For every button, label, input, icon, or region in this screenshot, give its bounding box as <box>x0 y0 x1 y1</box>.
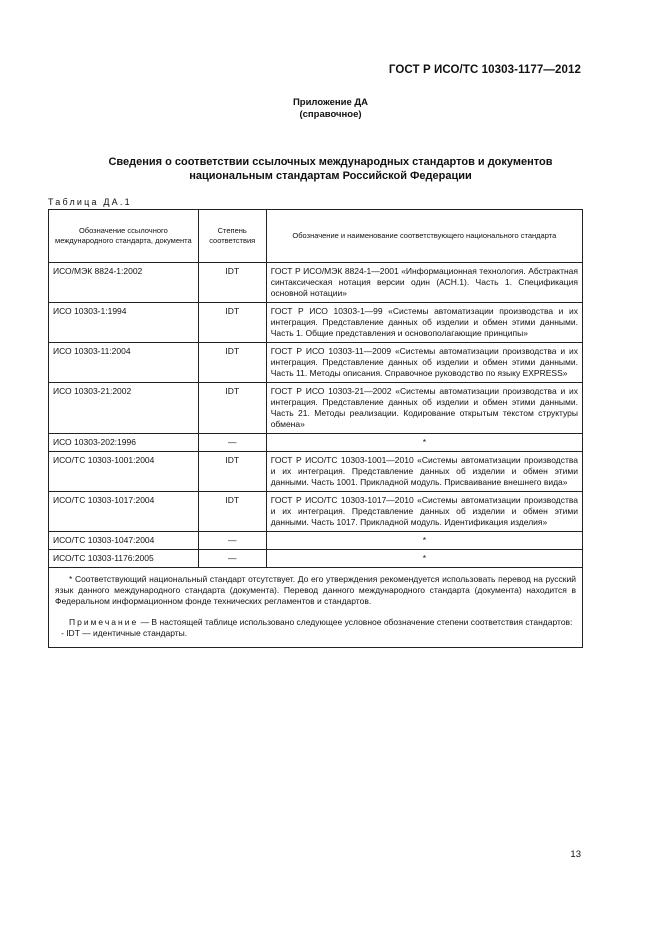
table-notes-row <box>49 568 583 648</box>
section-heading-line-2: национальным стандартам Российской Федерации <box>189 170 472 182</box>
cell-national: ГОСТ Р ИСО 10303-1—99 «Системы автоматизации производства и их интеграция. Представление данных об изделии и обмен этими данными. Часть 1. Общие представления и основополагающие принципы» <box>266 303 582 343</box>
cell-reference: ИСО 10303-21:2002 <box>49 383 199 434</box>
table-notes-cell <box>49 568 583 648</box>
section-heading-line-1: Сведения о соответствии ссылочных международных стандартов и документов <box>108 156 553 168</box>
table-caption: Таблица ДА.1 <box>48 197 132 207</box>
cell-national: * <box>266 532 582 550</box>
cell-degree: IDT <box>198 303 266 343</box>
cell-national: ГОСТ Р ИСО/МЭК 8824-1—2001 «Информационная технология. Абстрактная синтаксическая нотация версии один (АСН.1). Часть 1. Спецификация основной нотации» <box>266 263 582 303</box>
appendix-subtitle: (справочное) <box>299 109 362 120</box>
header-reference-standard: Обозначение ссылочного международного стандарта, документа <box>49 210 199 263</box>
cell-national: ГОСТ Р ИСО 10303-21—2002 «Системы автоматизации производства и их интеграция. Представление данных об изделии и обмен этими данными. Часть 21. Методы реализации. Кодирование открытым текстом структуры обмена» <box>266 383 582 434</box>
cell-degree: — <box>198 550 266 568</box>
table-row <box>49 452 583 492</box>
appendix-title: Приложение ДА <box>292 97 369 108</box>
table-row <box>49 343 583 383</box>
cell-degree: IDT <box>198 343 266 383</box>
table-header-row <box>49 210 583 263</box>
cell-national: * <box>266 434 582 452</box>
cell-degree: — <box>198 434 266 452</box>
page-number: 13 <box>570 849 581 860</box>
cell-national: ГОСТ Р ИСО/ТС 10303-1017—2010 «Системы автоматизации производства и их интеграция. Представление данных об изделии и обмен этими данными. Часть 1017. Прикладной модуль. Идентификация изделия» <box>266 492 582 532</box>
cell-reference: ИСО/ТС 10303-1047:2004 <box>49 532 199 550</box>
cell-degree: IDT <box>198 452 266 492</box>
note-label: Примечание <box>69 617 139 627</box>
cell-reference: ИСО/ТС 10303-1001:2004 <box>49 452 199 492</box>
table-row <box>49 492 583 532</box>
cell-degree: — <box>198 532 266 550</box>
section-heading <box>60 155 601 183</box>
correspondence-table <box>48 209 583 648</box>
header-national-standard: Обозначение и наименование соответствующего национального стандарта <box>266 210 582 263</box>
cell-degree: IDT <box>198 492 266 532</box>
cell-reference: ИСО 10303-202:1996 <box>49 434 199 452</box>
note-item: - IDT — идентичные стандарты. <box>61 628 188 638</box>
cell-national: ГОСТ Р ИСО 10303-11—2009 «Системы автоматизации производства и их интеграция. Представление данных об изделии и обмен этими данными. Часть 11. Методы описания. Справочное руководство по языку EXPRESS» <box>266 343 582 383</box>
cell-national: * <box>266 550 582 568</box>
table-row <box>49 383 583 434</box>
cell-reference: ИСО/ТС 10303-1017:2004 <box>49 492 199 532</box>
table-row <box>49 550 583 568</box>
table-row <box>49 532 583 550</box>
table-row <box>49 303 583 343</box>
appendix-title-block <box>0 97 661 121</box>
cell-national: ГОСТ Р ИСО/ТС 10303-1001—2010 «Системы автоматизации производства и их интеграция. Представление данных об изделии и обмен этими данными. Часть 1001. Прикладной модуль. Присваивание внешнего вида» <box>266 452 582 492</box>
cell-reference: ИСО/МЭК 8824-1:2002 <box>49 263 199 303</box>
cell-degree: IDT <box>198 383 266 434</box>
cell-reference: ИСО 10303-1:1994 <box>49 303 199 343</box>
document-code: ГОСТ Р ИСО/ТС 10303-1177—2012 <box>388 64 581 76</box>
cell-reference: ИСО 10303-11:2004 <box>49 343 199 383</box>
cell-degree: IDT <box>198 263 266 303</box>
footnote: * Соответствующий национальный стандарт отсутствует. До его утверждения рекомендуется использовать перевод на русский язык данного международного стандарта (документа). Перевод данного международного стандарта (документа) находится в Федеральном информационном фонде технических регламентов и стандартов. <box>55 574 576 606</box>
note-text: — В настоящей таблице использовано следующее условное обозначение степени соответствия стандартов: <box>138 617 573 627</box>
table-row <box>49 263 583 303</box>
cell-reference: ИСО/ТС 10303-1176:2005 <box>49 550 199 568</box>
note <box>55 617 576 628</box>
table-row <box>49 434 583 452</box>
header-degree: Степень соответствия <box>198 210 266 263</box>
